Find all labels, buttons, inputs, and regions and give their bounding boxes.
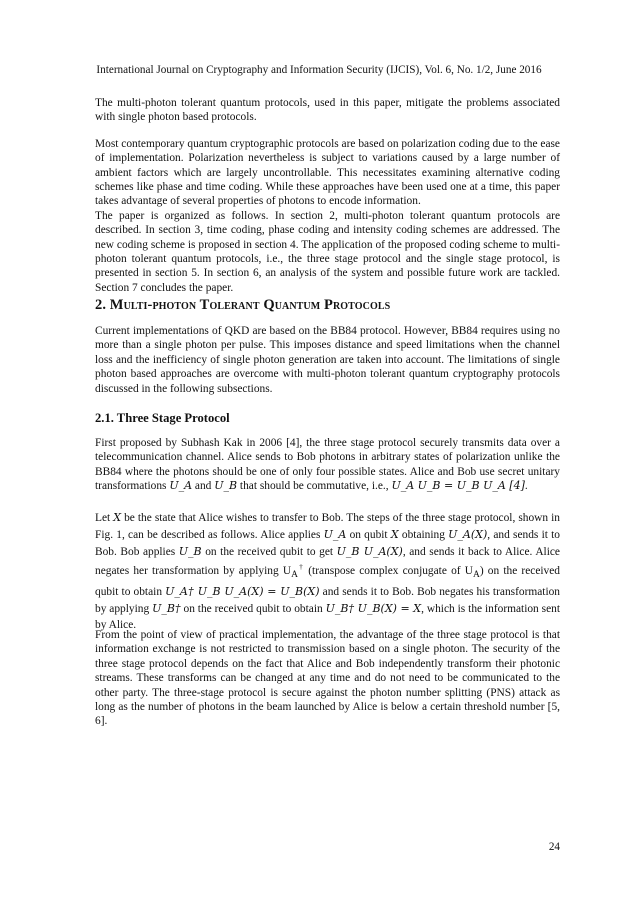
math-negate-alice: U_A† U_B U_A(X) = U_B(X) [165,585,320,599]
running-header: International Journal on Cryptography and Information Security (IJCIS), Vol. 6, No. 1/2, June 2016 [96,64,542,76]
paragraph-intro: The multi-photon tolerant quantum protocols, used in this paper, mitigate the problems associated with single photon based protocols. [95,97,560,124]
math-ub-dagger: U_B† [152,602,181,616]
math-ua-step: U_A [323,527,347,541]
math-uax: U_A(X) [448,527,488,541]
paragraph-bb84: Current implementations of QKD are based on the BB84 protocol. However, BB84 requires using no more than a single photon per pulse. This imposes distance and speed limitations when the channel loss and the inefficiency of single photon generation are taken into account. The limitations of single photon based approaches are overcome with multi-photon tolerant quantum cryptography protocols discussed in the following subsections. [95,325,560,395]
paragraph-polarization: Most contemporary quantum cryptographic protocols are based on polarization coding due to the ease of implementation. Polarization nevertheless is subject to variations caused by a large number of ambient factors which are largely uncontrollable. This necessitates examining alternative coding schemes like phase and time coding. While these approaches have been used one at a time, this paper takes advantage of several properties of photons to encode information. [95,137,560,208]
section-2-1-heading: 2.1. Three Stage Protocol [95,411,230,425]
math-commutative: U_A U_B = U_B U_A [4] [391,479,525,493]
math-ub: U_B [214,479,238,493]
math-ua: U_A [169,479,193,493]
paragraph-practical: From the point of view of practical implementation, the advantage of the three stage protocol is that information exchange is not restricted to transmission based on a single photon. The security of the three stage protocol depends on the fact that Alice and Bob independently transform their photonic streams. These transforms can be changed at any time and do not need to be communicated to the other party. The three-stage protocol is secure against the photon number splitting (PNS) attack as long as the number of photons in the beam launched by Alice is below a certain threshold number [5, 6]. [95,629,560,728]
paragraph-protocol-steps: Let X be the state that Alice wishes to transfer to Bob. The steps of the three stage protocol, shown in Fig. 1, can be described as follows. Alice applies U_A on qubit X obtaining U_A(X), and sends it to Bob. Bob applies U_B on the received qubit to get U_B U_A(X), and sends it back to Alice. Alice negates her transformation by applying $U_A^\dagger$ (transpose complex conjugate of $U_A$) on the received qubit to obtain U_A† U_B U_A(X) = U_B(X) and sends it to Bob. Bob negates his transformation by applying U_B† on the received qubit to obtain U_B† U_B(X) = X, which is the information sent by Alice. [95,511,561,631]
body-text [95,96,560,295]
math-negate-bob: U_B† U_B(X) = X [325,602,422,616]
paragraph-organization: The paper is organized as follows. In section 2, multi-photon tolerant quantum protocols are described. In section 3, time coding, phase coding and intensity coding schemes are addressed. The new coding scheme is proposed in section 4. The application of the proposed coding scheme to multi-photon tolerant quantum protocols, i.e., the three stage protocol and the single stage protocol, is presented in section 5. In section 6, an analysis of the system and possible future work are tackled. Section 7 concludes the paper. [95,209,560,294]
math-x-qubit: X [390,527,399,541]
math-x: X [113,511,122,524]
section-2-heading: 2. Multi-photon Tolerant Quantum Protocols [95,297,391,313]
math-ub-step: U_B [178,544,202,558]
math-ubuax: U_B U_A(X) [336,544,403,558]
paragraph-three-stage-intro: First proposed by Subhash Kak in 2006 [4], the three stage protocol securely transmits data over a telecommunication channel. Alice sends to Bob photons in arbitrary states of polarization unlike the BB84 where the photons should be one of only four possible states. Alice and Bob use secret unitary transformations U_A and U_B that should be commutative, i.e., U_A U_B = U_B U_A [4]. [95,437,560,493]
page-number: 24 [548,841,560,853]
